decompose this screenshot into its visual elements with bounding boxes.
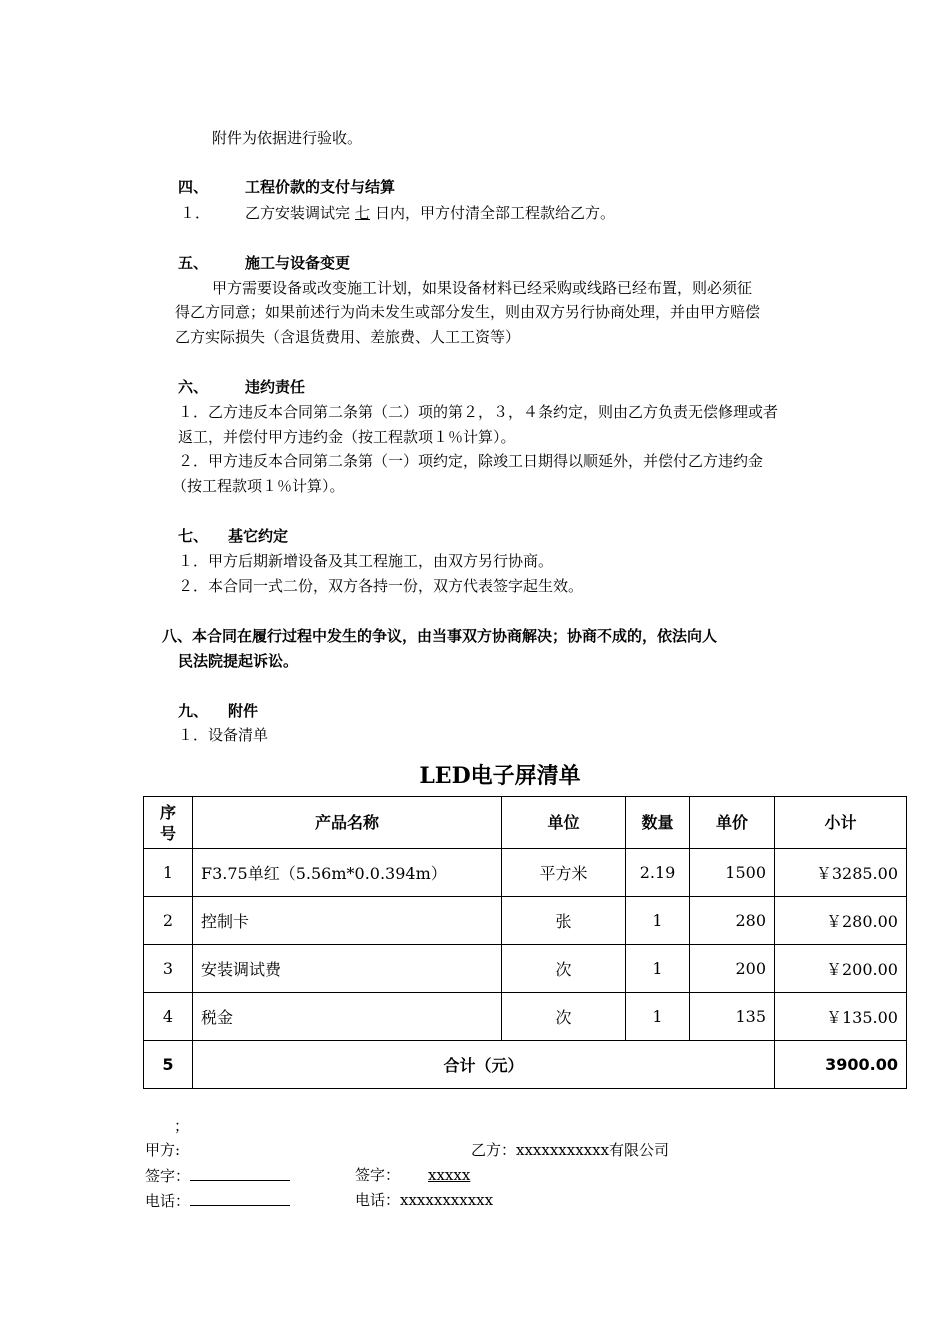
row-unit-price: 280 xyxy=(690,897,775,945)
row-quantity: 1 xyxy=(626,993,690,1041)
section-6-line-4: （按工程款项１％计算）。 xyxy=(172,477,345,495)
row-product-name: 控制卡 xyxy=(193,897,502,945)
row-quantity: 2.19 xyxy=(626,849,690,897)
section-4-item-1-days: 七 xyxy=(355,204,371,222)
row-subtotal: ￥3285.00 xyxy=(775,849,907,897)
party-a-sign xyxy=(145,1165,290,1186)
table-total-row xyxy=(144,1041,907,1089)
party-a-phone-label: 电话： xyxy=(145,1192,191,1210)
party-b-label: 乙方：xxxxxxxxxxx有限公司 xyxy=(471,1141,670,1159)
section-7-title: 基它约定 xyxy=(228,527,289,545)
header-seq: 序 号 xyxy=(144,797,193,849)
section-4-number: 四、 xyxy=(178,178,209,196)
section-4-item-1-post: 日内，甲方付清全部工程款给乙方。 xyxy=(375,204,616,222)
section-6-line-3: ２．甲方违反本合同第二条第（一）项约定，除竣工日期得以顺延外，并偿付乙方违约金 xyxy=(178,452,764,470)
row-unit: 张 xyxy=(502,897,626,945)
section-5-line-3: 乙方实际损失（含退货费用、差旅费、人工工资等） xyxy=(175,328,521,346)
section-7-line-2: ２．本合同一式二份，双方各持一份，双方代表签字起生效。 xyxy=(178,577,584,595)
section-5-title: 施工与设备变更 xyxy=(245,254,351,272)
party-a-sign-line[interactable] xyxy=(190,1165,290,1181)
section-4-item-1-pre: 乙方安装调试完 xyxy=(245,204,351,222)
table-row xyxy=(144,945,907,993)
party-b-phone-value: xxxxxxxxxxx xyxy=(400,1191,494,1209)
table-header-row xyxy=(144,797,907,849)
row-unit: 平方米 xyxy=(502,849,626,897)
section-6-line-2: 返工，并偿付甲方违约金（按工程款项１％计算）。 xyxy=(178,428,516,446)
equipment-list-title: LED电子屏清单 xyxy=(419,763,581,789)
row-product-name: F3.75单红（5.56m*0.0.394m） xyxy=(193,849,502,897)
semicolon-mark: ； xyxy=(174,1117,190,1135)
section-5-number: 五、 xyxy=(178,254,209,272)
total-amount: 3900.00 xyxy=(775,1041,907,1089)
total-label: 合计（元） xyxy=(193,1041,775,1089)
section-5-line-2: 得乙方同意；如果前述行为尚未发生或部分发生，则由双方另行协商处理，并由甲方赔偿 xyxy=(175,303,761,321)
party-a-sign-label: 签字： xyxy=(145,1167,191,1185)
party-a-phone-line[interactable] xyxy=(190,1190,290,1206)
row-unit-price: 1500 xyxy=(690,849,775,897)
row-no: 3 xyxy=(144,945,193,993)
header-subtotal: 小计 xyxy=(775,797,907,849)
table-row xyxy=(144,897,907,945)
section-6-line-1: １．乙方违反本合同第二条第（二）项的第２，３，４条约定，则由乙方负责无偿修理或者 xyxy=(178,403,779,421)
paragraph-intro: 附件为依据进行验收。 xyxy=(212,129,363,147)
section-7-line-1: １．甲方后期新增设备及其工程施工，由双方另行协商。 xyxy=(178,552,554,570)
row-no: 1 xyxy=(144,849,193,897)
party-b-sign-value: xxxxx xyxy=(428,1166,471,1184)
section-9-number: 九、 xyxy=(178,702,209,720)
header-product-name: 产品名称 xyxy=(193,797,502,849)
row-product-name: 安装调试费 xyxy=(193,945,502,993)
party-a-label: 甲方: xyxy=(145,1141,181,1159)
section-8-line-2: 民法院提起诉讼。 xyxy=(178,652,299,670)
section-9-item-1: １．设备清单 xyxy=(178,726,269,744)
table-row xyxy=(144,993,907,1041)
section-9-title: 附件 xyxy=(228,702,259,720)
section-4-item-1-number: １． xyxy=(180,204,211,222)
section-5-line-1: 甲方需要设备或改变施工计划，如果设备材料已经采购或线路已经布置，则必须征 xyxy=(212,279,753,297)
row-unit: 次 xyxy=(502,945,626,993)
equipment-table xyxy=(143,796,907,1089)
row-no: 4 xyxy=(144,993,193,1041)
row-subtotal: ￥200.00 xyxy=(775,945,907,993)
section-4-title: 工程价款的支付与结算 xyxy=(245,178,396,196)
row-subtotal: ￥280.00 xyxy=(775,897,907,945)
party-a-phone xyxy=(145,1190,290,1211)
table-row xyxy=(144,849,907,897)
section-8-line-1: 八、本合同在履行过程中发生的争议，由当事双方协商解决；协商不成的，依法向人 xyxy=(162,627,718,645)
header-quantity: 数量 xyxy=(626,797,690,849)
row-unit-price: 200 xyxy=(690,945,775,993)
row-unit: 次 xyxy=(502,993,626,1041)
header-unit-price: 单价 xyxy=(690,797,775,849)
section-4-item-1 xyxy=(245,203,615,223)
row-product-name: 税金 xyxy=(193,993,502,1041)
row-quantity: 1 xyxy=(626,945,690,993)
party-b-sign xyxy=(355,1165,470,1185)
party-b-phone xyxy=(355,1190,493,1210)
section-6-number: 六、 xyxy=(178,378,209,396)
section-6-title: 违约责任 xyxy=(245,378,306,396)
section-7-number: 七、 xyxy=(178,527,209,545)
row-subtotal: ￥135.00 xyxy=(775,993,907,1041)
party-b-sign-label: 签字： xyxy=(355,1166,401,1184)
header-unit: 单位 xyxy=(502,797,626,849)
row-quantity: 1 xyxy=(626,897,690,945)
row-no: 2 xyxy=(144,897,193,945)
party-b-phone-label: 电话： xyxy=(355,1191,401,1209)
total-no: 5 xyxy=(144,1041,193,1089)
row-unit-price: 135 xyxy=(690,993,775,1041)
